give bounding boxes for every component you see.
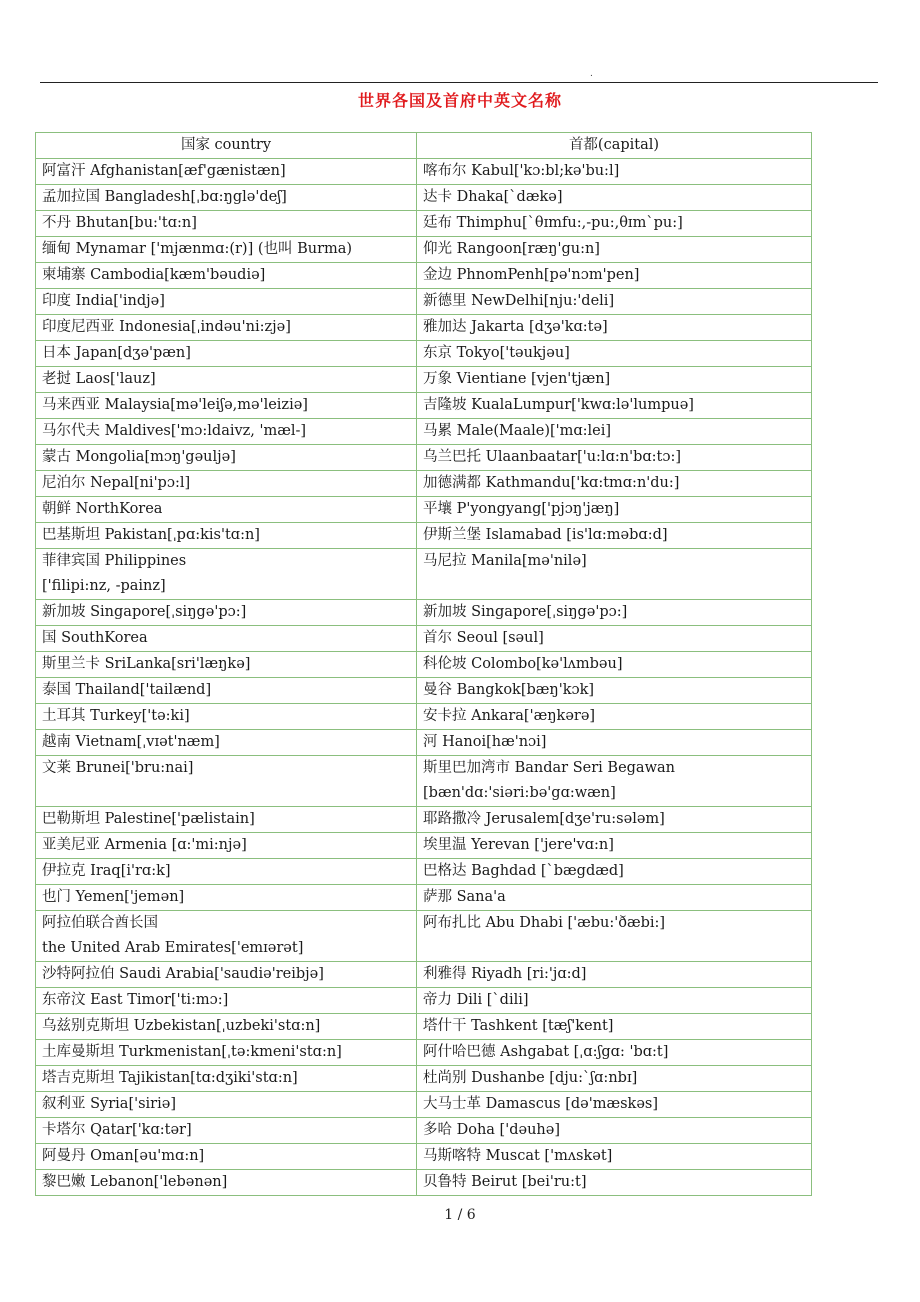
country-cell: 不丹 Bhutan[bu:'tɑ:n]: [36, 211, 417, 237]
country-cell: 新加坡 Singapore[ˌsiŋgə'pɔ:]: [36, 600, 417, 626]
table-row: [36, 315, 812, 341]
header-rule: [40, 82, 878, 83]
country-cell: 缅甸 Mynamar ['mjænmɑ:(r)] (也叫 Burma): [36, 237, 417, 263]
country-cell: 文莱 Brunei['bru:nai]: [36, 756, 417, 807]
country-cell: 国 SouthKorea: [36, 626, 417, 652]
table-row: [36, 445, 812, 471]
table-row: [36, 237, 812, 263]
country-cell: 巴基斯坦 Pakistan[ˌpɑ:kis'tɑ:n]: [36, 523, 417, 549]
capital-cell: 贝鲁特 Beirut [bei'ru:t]: [417, 1170, 812, 1196]
table-row: [36, 626, 812, 652]
capital-cell: 廷布 Thimphu[`θɪmfu:,-pu:,θɪm`pu:]: [417, 211, 812, 237]
country-cell: 也门 Yemen['jemən]: [36, 885, 417, 911]
table-row: [36, 289, 812, 315]
table-row: [36, 1066, 812, 1092]
capital-cell: 巴格达 Baghdad [`bægdæd]: [417, 859, 812, 885]
capital-cell: 帝力 Dili [`dili]: [417, 988, 812, 1014]
country-cell: 塔吉克斯坦 Tajikistan[tɑ:dʒiki'stɑ:n]: [36, 1066, 417, 1092]
capital-cell: 杜尚别 Dushanbe [dju:`ʃɑ:nbɪ]: [417, 1066, 812, 1092]
country-cell: 越南 Vietnam[ˌvɪət'næm]: [36, 730, 417, 756]
country-cell-line: 菲律宾国 Philippines: [42, 553, 187, 569]
table-row: [36, 393, 812, 419]
capital-cell: 首尔 Seoul [səul]: [417, 626, 812, 652]
capital-cell: 塔什干 Tashkent [tæʃ'kent]: [417, 1014, 812, 1040]
country-cell: 尼泊尔 Nepal[ni'pɔ:l]: [36, 471, 417, 497]
capital-cell: 加德满都 Kathmandu['kɑ:tmɑ:n'du:]: [417, 471, 812, 497]
table-row: [36, 367, 812, 393]
capital-cell: 仰光 Rangoon[ræŋ'gu:n]: [417, 237, 812, 263]
country-cell: 土耳其 Turkey['tə:ki]: [36, 704, 417, 730]
country-cell: 巴勒斯坦 Palestine['pælistain]: [36, 807, 417, 833]
page-number: 1 / 6: [444, 1207, 476, 1223]
table-row: [36, 600, 812, 626]
country-cell: 朝鲜 NorthKorea: [36, 497, 417, 523]
capital-cell: 大马士革 Damascus [də'mæskəs]: [417, 1092, 812, 1118]
table-row: [36, 704, 812, 730]
table-row: [36, 549, 812, 600]
header-mark: .: [590, 69, 593, 79]
country-capital-table: [35, 132, 812, 1196]
table-row: [36, 419, 812, 445]
capital-cell: 伊斯兰堡 Islamabad [is'lɑ:məbɑ:d]: [417, 523, 812, 549]
table-row: [36, 1040, 812, 1066]
table-row: [36, 471, 812, 497]
country-cell: 马来西亚 Malaysia[mə'leiʃə,mə'leiziə]: [36, 393, 417, 419]
table-row: [36, 652, 812, 678]
table-row: [36, 1170, 812, 1196]
table-row: [36, 730, 812, 756]
country-cell: 印度 India['indjə]: [36, 289, 417, 315]
capital-cell: 河 Hanoi[hæ'nɔi]: [417, 730, 812, 756]
capital-cell: 埃里温 Yerevan ['jere'vɑ:n]: [417, 833, 812, 859]
capital-cell: 利雅得 Riyadh [ri:'jɑ:d]: [417, 962, 812, 988]
capital-cell: 新德里 NewDelhi[nju:'deli]: [417, 289, 812, 315]
country-cell: 马尔代夫 Maldives['mɔ:ldaivz, 'mæl-]: [36, 419, 417, 445]
table-row: [36, 833, 812, 859]
country-column-header: 国家 country: [36, 133, 417, 159]
page-title: 世界各国及首府中英文名称: [357, 91, 562, 110]
country-cell: 蒙古 Mongolia[mɔŋ'gəuljə]: [36, 445, 417, 471]
table-row: [36, 859, 812, 885]
capital-cell: 平壤 P'yongyang['pjɔŋ'jæŋ]: [417, 497, 812, 523]
table-body: [36, 159, 812, 1196]
country-cell: 乌兹别克斯坦 Uzbekistan[ˌuzbeki'stɑ:n]: [36, 1014, 417, 1040]
table-row: [36, 185, 812, 211]
table-row: [36, 497, 812, 523]
country-cell: 亚美尼亚 Armenia [ɑ:'mi:njə]: [36, 833, 417, 859]
capital-cell: [417, 756, 812, 807]
capital-cell: 乌兰巴托 Ulaanbaatar['u:lɑ:n'bɑ:tɔ:]: [417, 445, 812, 471]
country-cell: 沙特阿拉伯 Saudi Arabia['saudiə'reibjə]: [36, 962, 417, 988]
country-cell: 卡塔尔 Qatar['kɑ:tər]: [36, 1118, 417, 1144]
country-cell: 日本 Japan[dʒə'pæn]: [36, 341, 417, 367]
capital-cell: 耶路撒冷 Jerusalem[dʒe'ru:sələm]: [417, 807, 812, 833]
table-row: [36, 159, 812, 185]
table-header-row: [36, 133, 812, 159]
capital-cell: 曼谷 Bangkok[bæŋ'kɔk]: [417, 678, 812, 704]
capital-cell: 安卡拉 Ankara['æŋkərə]: [417, 704, 812, 730]
capital-cell: 喀布尔 Kabul['kɔ:bl;kə'bu:l]: [417, 159, 812, 185]
capital-cell: 马累 Male(Maale)['mɑ:lei]: [417, 419, 812, 445]
table-row: [36, 678, 812, 704]
capital-cell: 雅加达 Jakarta [dʒə'kɑ:tə]: [417, 315, 812, 341]
country-cell-line: 阿拉伯联合酋长国: [42, 915, 158, 931]
country-cell: 阿曼丹 Oman[əu'mɑ:n]: [36, 1144, 417, 1170]
table-row: [36, 885, 812, 911]
capital-cell: 东京 Tokyo['təukjəu]: [417, 341, 812, 367]
capital-cell: 达卡 Dhaka[`dækə]: [417, 185, 812, 211]
capital-cell: 萨那 Sana'a: [417, 885, 812, 911]
country-cell: 伊拉克 Iraq[i'rɑ:k]: [36, 859, 417, 885]
country-cell: 黎巴嫩 Lebanon['lebənən]: [36, 1170, 417, 1196]
country-cell: 土库曼斯坦 Turkmenistan[ˌtə:kmeni'stɑ:n]: [36, 1040, 417, 1066]
table-row: [36, 1014, 812, 1040]
capital-cell: 新加坡 Singapore[ˌsiŋgə'pɔ:]: [417, 600, 812, 626]
country-cell-line: ['filipi:nz, -painz]: [42, 578, 166, 594]
capital-cell: 马斯喀特 Muscat ['mʌskət]: [417, 1144, 812, 1170]
table-row: [36, 263, 812, 289]
capital-cell-line: 斯里巴加湾市 Bandar Seri Begawan: [423, 760, 675, 776]
table-row: [36, 988, 812, 1014]
country-cell: 斯里兰卡 SriLanka[sri'læŋkə]: [36, 652, 417, 678]
country-cell: 泰国 Thailand['tailænd]: [36, 678, 417, 704]
country-cell: 东帝汶 East Timor['ti:mɔ:]: [36, 988, 417, 1014]
table-row: [36, 1144, 812, 1170]
capital-cell: 多哈 Doha ['dəuhə]: [417, 1118, 812, 1144]
table-row: [36, 756, 812, 807]
table-row: [36, 962, 812, 988]
country-cell: 老挝 Laos['lauz]: [36, 367, 417, 393]
country-cell: [36, 549, 417, 600]
country-cell: 孟加拉国 Bangladesh[ˌbɑ:ŋglə'deʃ]: [36, 185, 417, 211]
table-row: [36, 911, 812, 962]
capital-cell: 科伦坡 Colombo[kə'lʌmbəu]: [417, 652, 812, 678]
table-row: [36, 523, 812, 549]
capital-cell: 金边 PhnomPenh[pə'nɔm'pen]: [417, 263, 812, 289]
country-cell: 印度尼西亚 Indonesia[ˌindəu'ni:zjə]: [36, 315, 417, 341]
table-row: [36, 1118, 812, 1144]
country-cell: 阿富汗 Afghanistan[æf'gænistæn]: [36, 159, 417, 185]
table-row: [36, 211, 812, 237]
capital-cell: 马尼拉 Manila[mə'nilə]: [417, 549, 812, 600]
capital-cell: 阿什哈巴德 Ashgabat [ˌɑ:ʃgɑ: 'bɑ:t]: [417, 1040, 812, 1066]
country-cell: 叙利亚 Syria['siriə]: [36, 1092, 417, 1118]
country-cell: [36, 911, 417, 962]
table-row: [36, 1092, 812, 1118]
table-row: [36, 807, 812, 833]
table-row: [36, 341, 812, 367]
capital-cell: 万象 Vientiane [vjen'tjæn]: [417, 367, 812, 393]
capital-column-header: 首都(capital): [417, 133, 812, 159]
capital-cell: 阿布扎比 Abu Dhabi ['æbu:'ðæbi:]: [417, 911, 812, 962]
country-cell: 柬埔寨 Cambodia[kæm'bəudiə]: [36, 263, 417, 289]
capital-cell-line: [bæn'dɑ:'siəri:bə'gɑ:wæn]: [423, 785, 616, 801]
country-cell-line: the United Arab Emirates['emɪərət]: [42, 940, 304, 956]
capital-cell: 吉隆坡 KualaLumpur['kwɑ:lə'lumpuə]: [417, 393, 812, 419]
